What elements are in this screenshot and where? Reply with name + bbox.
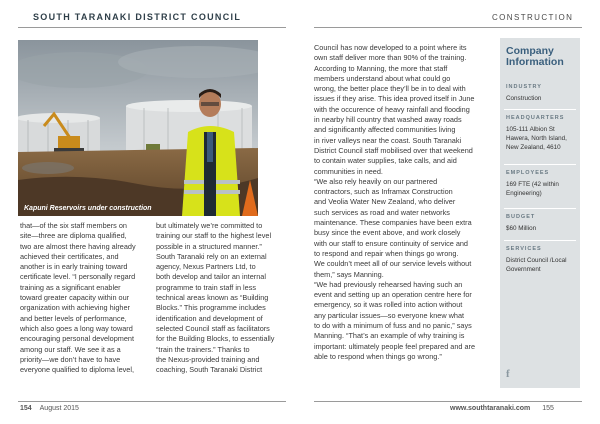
article-column-1: that—of the six staff members on site—three are diploma qualified, two are almost there having already achieved their certificates, and another is in early training toward certificate level. “I personally regard training as a significant enabler toward greater capacity within our organization with achieving higher and better levels of performance, which also goes a long way toward encouraging personal development among our staff. We see it as a priority—we don’t have to have everyone qualified to diploma level,: [20, 221, 136, 375]
sidebar-divider: [504, 109, 576, 110]
company-info-sidebar: [500, 38, 580, 388]
bottom-right-rule: [314, 401, 582, 402]
facebook-icon[interactable]: f: [506, 368, 510, 380]
construction-scene-illustration: [18, 40, 258, 216]
budget-label: BUDGET: [506, 214, 536, 220]
page-number-left: 154: [20, 405, 32, 412]
services-label: SERVICES: [506, 246, 542, 252]
headquarters-label: HEADQUARTERS: [506, 115, 565, 121]
footer-left: [20, 405, 79, 412]
bottom-left-rule: [18, 401, 286, 402]
headquarters-value: 105-111 Albion St Hawera, North Island, New Zealand, 4610: [506, 126, 567, 151]
magazine-section-title: SOUTH TARANAKI DISTRICT COUNCIL: [33, 12, 242, 22]
article-photo: [18, 40, 258, 216]
footer-right: [450, 405, 554, 412]
website-link[interactable]: www.southtaranaki.com: [450, 405, 531, 412]
industry-value: Construction: [506, 95, 542, 102]
industry-label: INDUSTRY: [506, 84, 542, 90]
sidebar-divider: [504, 240, 576, 241]
top-right-rule: [314, 27, 582, 28]
top-left-rule: [18, 27, 286, 28]
article-column-2: but ultimately we’re committed to training our staff to the highest level possible in a structured manner.” South Taranaki rely on an external agency, Nexus Partners Ltd, to both develop and tailor an internal programme to train staff in less technical areas known as “Building Blocks.” This programme includes identification and development of selected Council staff as facilitators for the Building Blocks, to essentially “train the trainers.” Thanks to the Nexus-provided training and coaching, South Taranaki District: [156, 221, 275, 375]
sidebar-divider: [504, 208, 576, 209]
page-number-right: 155: [542, 405, 554, 412]
budget-value: $60 Million: [506, 225, 537, 232]
article-column-3: Council has now developed to a point where its own staff deliver more than 90% of the training. According to Manning, the more that staff members understand about what could go wrong, the better place they’ll be in to deal with issues if they arise. This idea proved itself in June with the occurence of heavy rainfall and flooding in nearby hill country that washed away roads and significantly affected communities living in river valleys near the coast. South Taranaki District Council staff mobilised over that weekend to contain water supplies, take calls, and aid communities in need. “We also rely heavily on our partnered contractors, such as Inframax Construction and Veolia Water New Zealand, who deliver such services as road and water networks maintenance. These companies have been extra busy since the event above, and work closely with our staff to ensure continuity of service and to respond and repair when things go wrong. We couldn’t meet all of our service levels without them,” says Manning. “We had previously rehearsed having such an event and setting up an operation centre here for emergency, so it was rolled into action without any particular issues—so everyone knew what to do with a minimum of fuss and no panic,” says Manning. “That’s an example of why training is important: ultimately people feel prepared and are able to respond when things go wrong.”: [314, 43, 476, 361]
issue-date: August 2015: [39, 405, 79, 412]
employees-value: 169 FTE (42 within Engineering): [506, 181, 559, 197]
sidebar-divider: [504, 164, 576, 165]
employees-label: EMPLOYEES: [506, 170, 550, 176]
services-value: District Council /Local Government: [506, 257, 567, 273]
photo-caption: Kapuni Reservoirs under construction: [24, 205, 152, 212]
section-category: CONSTRUCTION: [492, 13, 574, 22]
sidebar-title: Company Information: [506, 45, 564, 68]
